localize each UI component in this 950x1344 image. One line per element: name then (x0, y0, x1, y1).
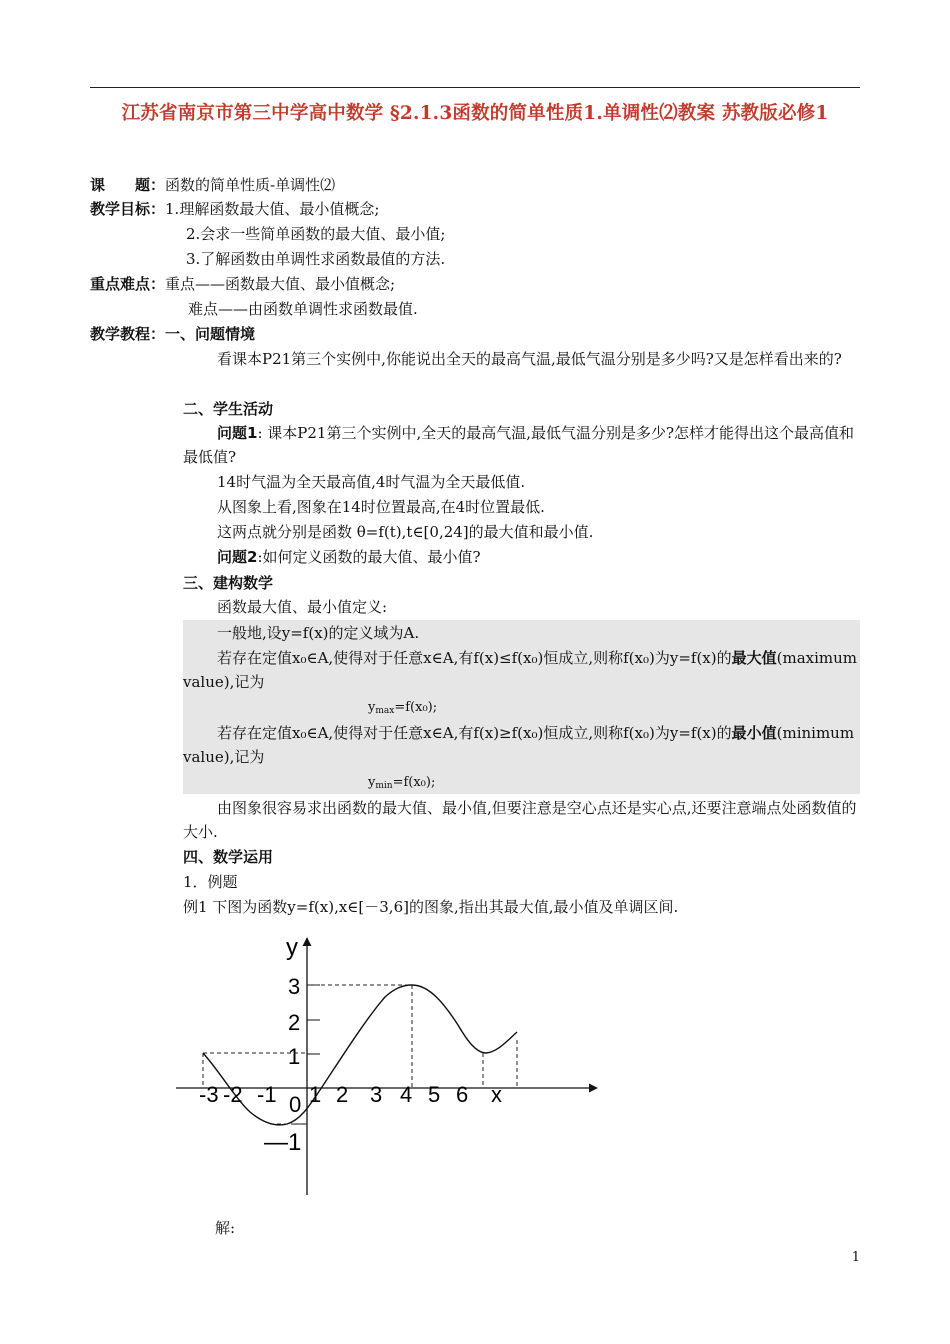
difficult-point: 难点——由函数单调性求函数最值. (188, 300, 418, 318)
goal-item: 3.了解函数由单调性求函数最值的方法. (186, 250, 446, 268)
x-tick-label: 3 (370, 1082, 383, 1107)
y-tick-label: 1 (288, 1044, 301, 1069)
x-tick-label: -3 (199, 1082, 219, 1107)
x-tick-label: 6 (456, 1082, 469, 1107)
y-tick-label: 2 (288, 1010, 301, 1035)
course-label: 课 题： (90, 176, 166, 194)
section-4-subtitle: 1．例题 (183, 873, 238, 891)
y-axis-label: y (286, 934, 298, 961)
definition-max-text: 若存在定值x₀∈A,使得对于任意x∈A,有f(x)≤f(x₀)恒成立,则称f(x₀)为y=f(x)的 (217, 649, 732, 667)
section-4-title: 四、数学运用 (183, 848, 274, 866)
ymax-eq: =f(x₀); (394, 700, 438, 715)
section-1-title: 一、问题情境 (165, 325, 256, 343)
guide-lines (203, 985, 517, 1124)
definition-intro: 函数最大值、最小值定义: (217, 598, 388, 616)
ymin-sub: min (375, 781, 393, 791)
goal-item: 2.会求一些简单函数的最大值、最小值; (186, 225, 446, 243)
origin-label: 0 (289, 1092, 302, 1117)
goal-item: 1.理解函数最大值、最小值概念; (165, 200, 380, 218)
document-title: 江苏省南京市第三中学高中数学 §2.1.3函数的简单性质1.单调性⑵教案 苏教版必修1 (121, 103, 829, 124)
definition-min-text: 若存在定值x₀∈A,使得对于任意x∈A,有f(x)≥f(x₀)恒成立,则称f(x₀)为y=f(x)的 (217, 724, 732, 742)
function-curve (203, 985, 517, 1125)
answer-line: 14时气温为全天最高值,4时气温为全天最低值. (217, 473, 526, 491)
x-axis-label: x (491, 1082, 502, 1107)
definition-max-tail: (maximum value),记为 (183, 649, 858, 691)
ymin-eq: =f(x₀); (392, 775, 436, 790)
course-value: 函数的简单性质-单调性⑵ (165, 176, 336, 194)
question-2-text: :如何定义函数的最大值、最小值? (257, 548, 481, 566)
section-3-title: 三、建构数学 (183, 574, 274, 592)
key-label: 重点难点： (90, 275, 166, 293)
ymin-symbol: y (368, 775, 376, 790)
key-point: 重点——函数最大值、最小值概念; (165, 275, 396, 293)
y-tick-label: —1 (264, 1129, 302, 1156)
question-1-text: : 课本P21第三个实例中,全天的最高气温,最低气温分别是多少?怎样才能得出这个最高值和最低值? (183, 424, 855, 466)
goals-label: 教学目标： (90, 200, 166, 218)
definition-min-tail: (minimum value),记为 (183, 724, 855, 766)
x-tick-label: 2 (336, 1082, 349, 1107)
ymax-symbol: y (368, 700, 376, 715)
question-2-label: 问题2 (217, 548, 258, 566)
example-1: 例1 下图为函数y=f(x),x∈[－3,6]的图象,指出其最大值,最小值及单调区间. (183, 898, 679, 916)
term-max: 最大值 (731, 649, 777, 667)
ymax-sub: max (375, 706, 395, 716)
definition-line: 一般地,设y=f(x)的定义域为A. (217, 624, 420, 642)
x-tick-label: 5 (428, 1082, 441, 1107)
y-tick-label: 3 (288, 974, 301, 999)
solution-label: 解: (215, 1219, 236, 1237)
x-tick-label: -2 (223, 1082, 243, 1107)
remark: 由图象很容易求出函数的最大值、最小值,但要注意是空心点还是实心点,还要注意端点处函数值的大小. (183, 799, 857, 841)
section-2-title: 二、学生活动 (183, 400, 274, 418)
question-1-label: 问题1 (217, 424, 258, 442)
x-tick-label: 1 (309, 1082, 322, 1107)
term-min: 最小值 (731, 724, 777, 742)
x-tick-label: 4 (400, 1082, 413, 1107)
page-number: 1 (851, 1250, 860, 1265)
answer-line: 从图象上看,图象在14时位置最高,在4时位置最低. (217, 498, 545, 516)
x-tick-label: -1 (257, 1082, 277, 1107)
process-label: 教学教程： (90, 325, 166, 343)
answer-line: 这两点就分别是函数 θ=f(t),t∈[0,24]的最大值和最小值. (217, 523, 594, 541)
section-1-text: 看课本P21第三个实例中,你能说出全天的最高气温,最低气温分别是多少吗?又是怎样看出来的? (217, 350, 842, 368)
